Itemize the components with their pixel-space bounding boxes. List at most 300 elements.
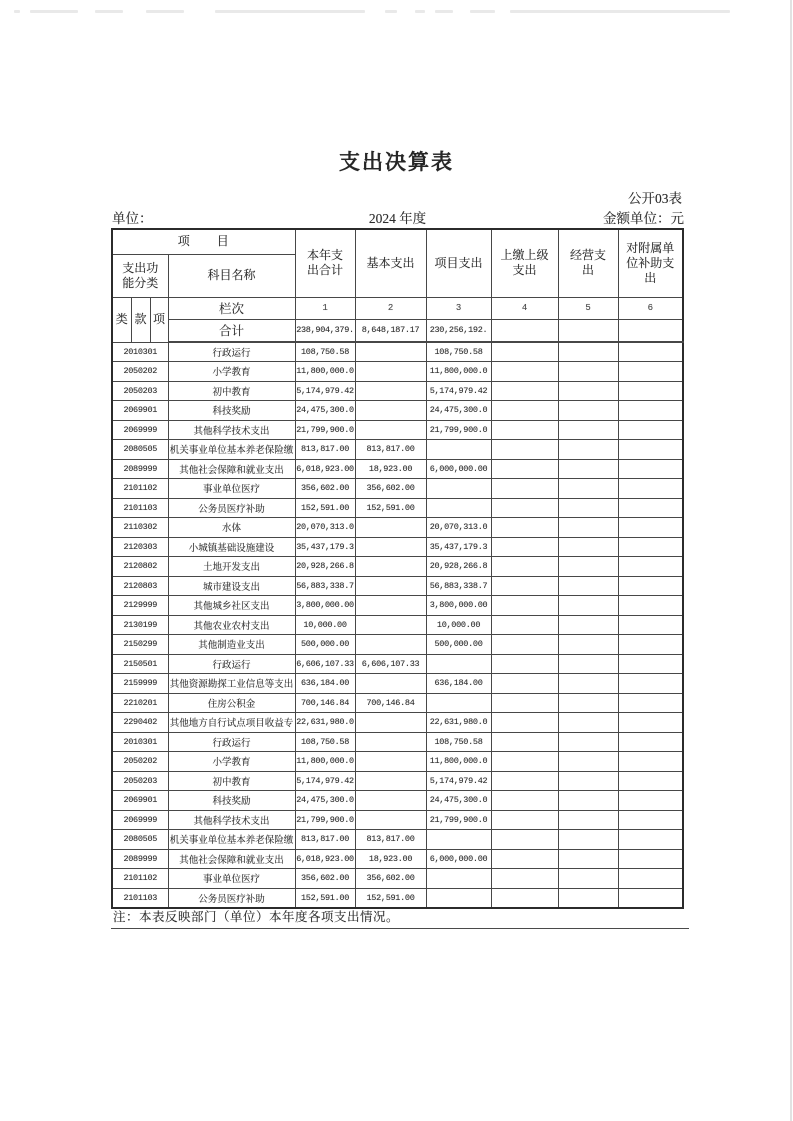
page-edge [790,0,792,1121]
total-basic: 8,648,187.17 [355,319,426,342]
row-amount-cell [558,381,618,401]
row-amount-cell [426,479,491,499]
row-subject-name: 其他农业农村支出 [168,615,295,635]
row-amount-cell: 108,750.58 [295,732,355,752]
row-subject-name: 事业单位医疗 [168,479,295,499]
row-amount-cell [491,713,558,733]
row-subject-name: 其他科学技术支出 [168,810,295,830]
row-amount-cell: 21,799,900.0 [295,810,355,830]
row-amount-cell: 3,800,000.00 [295,596,355,616]
row-amount-cell [558,479,618,499]
table-row [112,362,683,382]
row-amount-cell [355,615,426,635]
row-amount-cell [426,654,491,674]
row-amount-cell [558,596,618,616]
row-amount-cell: 813,817.00 [295,830,355,850]
row-amount-cell [558,537,618,557]
row-amount-cell: 35,437,179.3 [426,537,491,557]
row-amount-cell [491,791,558,811]
row-subject-name: 其他地方自行试点项目收益专 [168,713,295,733]
row-subject-name: 小学教育 [168,362,295,382]
row-amount-cell [558,732,618,752]
column-index: 6 [618,297,683,319]
row-amount-cell: 20,070,313.0 [295,518,355,538]
row-amount-cell [355,537,426,557]
row-amount-cell: 152,591.00 [295,498,355,518]
row-subject-name: 公务员医疗补助 [168,888,295,908]
row-amount-cell [618,654,683,674]
row-amount-cell: 700,146.84 [295,693,355,713]
row-subject-name: 科技奖励 [168,791,295,811]
row-amount-cell: 5,174,979.42 [426,381,491,401]
row-code: 2120303 [112,537,168,557]
row-amount-cell [558,615,618,635]
row-amount-cell [355,342,426,362]
row-amount-cell [491,576,558,596]
row-amount-cell [558,362,618,382]
row-amount-cell: 6,606,107.33 [355,654,426,674]
row-amount-cell: 636,184.00 [295,674,355,694]
row-amount-cell [558,420,618,440]
table-row [112,557,683,577]
row-amount-cell [491,420,558,440]
row-amount-cell: 11,800,000.0 [295,362,355,382]
row-subject-name: 其他社会保障和就业支出 [168,849,295,869]
form-code: 公开03表 [628,191,682,206]
header-col-upper-level: 上缴上级支出 [491,229,558,297]
table-row [112,654,683,674]
amount-unit-label: 金额单位：元 [603,211,684,226]
row-code: 2089999 [112,459,168,479]
header-section: 款 [131,297,150,342]
row-subject-name: 机关事业单位基本养老保险缴 [168,440,295,460]
row-amount-cell: 108,750.58 [295,342,355,362]
row-amount-cell [491,830,558,850]
table-row [112,849,683,869]
row-amount-cell [558,713,618,733]
table-row [112,752,683,772]
unit-label: 单位： [112,211,153,226]
row-amount-cell [355,362,426,382]
row-code: 2080505 [112,440,168,460]
table-row [112,810,683,830]
row-amount-cell [355,420,426,440]
row-amount-cell [491,459,558,479]
row-subject-name: 行政运行 [168,342,295,362]
table-row [112,713,683,733]
row-subject-name: 行政运行 [168,732,295,752]
row-code: 2089999 [112,849,168,869]
row-code: 2069901 [112,791,168,811]
row-amount-cell [618,342,683,362]
row-amount-cell: 56,883,338.7 [295,576,355,596]
row-subject-name: 行政运行 [168,654,295,674]
row-amount-cell [618,420,683,440]
row-amount-cell [491,381,558,401]
row-amount-cell: 356,602.00 [355,479,426,499]
table-row [112,576,683,596]
row-amount-cell [618,401,683,421]
row-amount-cell: 20,928,266.8 [295,557,355,577]
table-row [112,498,683,518]
row-amount-cell [355,576,426,596]
table-row [112,830,683,850]
row-amount-cell [618,498,683,518]
row-code: 2010301 [112,342,168,362]
row-amount-cell [491,401,558,421]
row-amount-cell: 813,817.00 [295,440,355,460]
row-amount-cell: 5,174,979.42 [295,771,355,791]
row-amount-cell: 22,631,980.0 [295,713,355,733]
page-title: 支出决算表 [339,150,454,174]
row-subject-name: 住房公积金 [168,693,295,713]
scan-artifact [146,10,184,13]
row-amount-cell [491,615,558,635]
table-row [112,518,683,538]
header-col-subsidy: 对附属单位补助支出 [618,229,683,297]
row-amount-cell: 20,070,313.0 [426,518,491,538]
row-amount-cell: 11,800,000.0 [426,362,491,382]
row-amount-cell [618,771,683,791]
row-amount-cell [491,869,558,889]
row-amount-cell [618,849,683,869]
row-amount-cell [618,791,683,811]
row-amount-cell [558,791,618,811]
column-index: 5 [558,297,618,319]
total-annual: 238,904,379. [295,319,355,342]
row-amount-cell [491,635,558,655]
table-row [112,693,683,713]
row-amount-cell [558,440,618,460]
row-amount-cell [355,401,426,421]
row-code: 2069999 [112,420,168,440]
table-row [112,440,683,460]
row-amount-cell: 3,800,000.00 [426,596,491,616]
row-code: 2130199 [112,615,168,635]
row-amount-cell [618,830,683,850]
row-amount-cell [355,732,426,752]
row-amount-cell [618,362,683,382]
row-amount-cell: 22,631,980.0 [426,713,491,733]
total-operating [558,319,618,342]
row-amount-cell [355,635,426,655]
row-amount-cell [491,518,558,538]
row-code: 2290402 [112,713,168,733]
row-amount-cell [558,830,618,850]
scan-artifact [215,10,365,13]
row-amount-cell [355,518,426,538]
row-amount-cell [558,401,618,421]
row-amount-cell [491,810,558,830]
row-amount-cell: 11,800,000.0 [426,752,491,772]
row-amount-cell: 24,475,300.0 [426,791,491,811]
row-subject-name: 科技奖励 [168,401,295,421]
row-amount-cell [618,615,683,635]
row-code: 2080505 [112,830,168,850]
row-amount-cell [426,830,491,850]
row-amount-cell [558,576,618,596]
row-subject-name: 其他社会保障和就业支出 [168,459,295,479]
row-amount-cell [491,654,558,674]
row-code: 2101102 [112,479,168,499]
column-index: 3 [426,297,491,319]
row-amount-cell [491,771,558,791]
row-code: 2050202 [112,362,168,382]
row-code: 2210201 [112,693,168,713]
row-amount-cell: 21,799,900.0 [426,420,491,440]
row-subject-name: 机关事业单位基本养老保险缴 [168,830,295,850]
row-amount-cell: 152,591.00 [355,888,426,908]
row-amount-cell [618,459,683,479]
row-subject-name: 城市建设支出 [168,576,295,596]
row-amount-cell [558,752,618,772]
footnote: 注：本表反映部门（单位）本年度各项支出情况。 [111,907,689,929]
row-amount-cell [618,732,683,752]
total-upper-level [491,319,558,342]
row-code: 2101102 [112,869,168,889]
row-amount-cell [355,713,426,733]
row-amount-cell: 5,174,979.42 [426,771,491,791]
row-amount-cell: 10,000.00 [295,615,355,635]
column-index: 2 [355,297,426,319]
row-amount-cell [558,518,618,538]
row-subject-name: 土地开发支出 [168,557,295,577]
table-row [112,771,683,791]
scan-artifact [385,10,397,13]
header-function-class: 支出功能分类 [112,254,168,297]
row-amount-cell [355,810,426,830]
column-index: 1 [295,297,355,319]
row-amount-cell [355,771,426,791]
row-amount-cell [618,557,683,577]
row-code: 2159999 [112,674,168,694]
scan-artifact [470,10,495,13]
row-amount-cell [558,869,618,889]
header-col-operating: 经营支出 [558,229,618,297]
row-code: 2050203 [112,381,168,401]
row-amount-cell: 356,602.00 [295,479,355,499]
column-index-label: 栏次 [168,297,295,319]
row-amount-cell [355,791,426,811]
table-row [112,615,683,635]
scan-artifact [415,10,425,13]
row-amount-cell: 21,799,900.0 [295,420,355,440]
row-amount-cell: 108,750.58 [426,732,491,752]
row-subject-name: 其他资源勘探工业信息等支出 [168,674,295,694]
row-subject-name: 公务员医疗补助 [168,498,295,518]
row-code: 2120803 [112,576,168,596]
row-amount-cell [355,752,426,772]
column-index: 4 [491,297,558,319]
row-amount-cell [355,674,426,694]
table-body [112,342,683,908]
row-subject-name: 初中教育 [168,771,295,791]
row-amount-cell: 5,174,979.42 [295,381,355,401]
row-amount-cell [491,479,558,499]
header-class: 类 [112,297,131,342]
total-subsidy [618,319,683,342]
row-amount-cell [491,752,558,772]
row-code: 2120802 [112,557,168,577]
row-amount-cell [618,596,683,616]
expenditure-table [111,228,684,909]
row-amount-cell [618,537,683,557]
row-amount-cell [491,362,558,382]
row-amount-cell [618,810,683,830]
row-amount-cell [491,537,558,557]
row-amount-cell: 10,000.00 [426,615,491,635]
table-row [112,537,683,557]
row-amount-cell: 20,928,266.8 [426,557,491,577]
row-amount-cell [491,674,558,694]
row-amount-cell: 813,817.00 [355,830,426,850]
row-amount-cell [618,693,683,713]
header-item: 项 [150,297,168,342]
row-amount-cell: 356,602.00 [295,869,355,889]
row-amount-cell [558,459,618,479]
row-subject-name: 其他城乡社区支出 [168,596,295,616]
row-amount-cell: 813,817.00 [355,440,426,460]
table-row [112,869,683,889]
row-amount-cell: 356,602.00 [355,869,426,889]
row-amount-cell [426,888,491,908]
row-amount-cell [558,635,618,655]
scan-artifact [95,10,123,13]
table-row [112,342,683,362]
header-project: 项 目 [112,229,295,254]
row-amount-cell: 21,799,900.0 [426,810,491,830]
row-amount-cell [491,557,558,577]
row-amount-cell [618,869,683,889]
row-amount-cell: 11,800,000.0 [295,752,355,772]
row-code: 2129999 [112,596,168,616]
row-amount-cell [491,693,558,713]
row-subject-name: 其他制造业支出 [168,635,295,655]
row-amount-cell [355,381,426,401]
row-amount-cell [618,635,683,655]
table-row [112,888,683,908]
row-code: 2069999 [112,810,168,830]
row-amount-cell: 700,146.84 [355,693,426,713]
row-code: 2050203 [112,771,168,791]
row-code: 2101103 [112,888,168,908]
row-amount-cell: 6,606,107.33 [295,654,355,674]
row-amount-cell [426,693,491,713]
table-row [112,791,683,811]
row-amount-cell [491,342,558,362]
row-amount-cell [618,713,683,733]
meta-row [111,207,684,227]
row-amount-cell [558,342,618,362]
scan-artifact [510,10,730,13]
row-amount-cell: 24,475,300.0 [426,401,491,421]
row-amount-cell [558,693,618,713]
row-amount-cell [426,498,491,518]
header-subject-name: 科目名称 [168,254,295,297]
total-row-label: 合计 [168,319,295,342]
row-amount-cell: 6,018,923.00 [295,459,355,479]
row-amount-cell: 6,000,000.00 [426,459,491,479]
row-amount-cell [558,810,618,830]
total-project: 230,256,192. [426,319,491,342]
scan-artifact [30,10,78,13]
row-amount-cell [558,557,618,577]
row-amount-cell [618,752,683,772]
row-code: 2150299 [112,635,168,655]
row-amount-cell: 18,923.00 [355,849,426,869]
row-code: 2150501 [112,654,168,674]
table-row [112,401,683,421]
row-amount-cell [558,888,618,908]
row-amount-cell: 636,184.00 [426,674,491,694]
table-row [112,479,683,499]
row-subject-name: 小学教育 [168,752,295,772]
table-row [112,635,683,655]
row-code: 2069901 [112,401,168,421]
row-amount-cell: 18,923.00 [355,459,426,479]
row-amount-cell [491,498,558,518]
row-code: 2110302 [112,518,168,538]
row-amount-cell [426,869,491,889]
row-amount-cell: 500,000.00 [295,635,355,655]
table-row [112,381,683,401]
row-amount-cell: 152,591.00 [355,498,426,518]
scan-artifact [14,10,20,13]
row-amount-cell [491,888,558,908]
row-amount-cell: 35,437,179.3 [295,537,355,557]
row-amount-cell: 56,883,338.7 [426,576,491,596]
row-amount-cell [426,440,491,460]
row-code: 2010301 [112,732,168,752]
row-amount-cell [618,674,683,694]
row-amount-cell [558,674,618,694]
header-col-annual-total: 本年支出合计 [295,229,355,297]
row-amount-cell: 24,475,300.0 [295,401,355,421]
row-subject-name: 初中教育 [168,381,295,401]
row-amount-cell [491,596,558,616]
fiscal-year: 2024 年度 [368,211,427,226]
table-row [112,596,683,616]
row-amount-cell [491,732,558,752]
row-amount-cell [491,849,558,869]
row-subject-name: 其他科学技术支出 [168,420,295,440]
row-amount-cell [558,849,618,869]
header-col-project: 项目支出 [426,229,491,297]
row-amount-cell: 108,750.58 [426,342,491,362]
row-amount-cell [618,440,683,460]
row-amount-cell: 24,475,300.0 [295,791,355,811]
row-code: 2050202 [112,752,168,772]
header-col-basic: 基本支出 [355,229,426,297]
table-row [112,674,683,694]
table-row [112,459,683,479]
row-amount-cell [618,888,683,908]
row-amount-cell [355,557,426,577]
row-subject-name: 小城镇基础设施建设 [168,537,295,557]
row-amount-cell [618,576,683,596]
row-amount-cell [558,771,618,791]
row-amount-cell [558,654,618,674]
row-amount-cell [618,381,683,401]
row-amount-cell: 6,018,923.00 [295,849,355,869]
row-amount-cell: 152,591.00 [295,888,355,908]
row-subject-name: 事业单位医疗 [168,869,295,889]
row-code: 2101103 [112,498,168,518]
table-row [112,732,683,752]
row-amount-cell [355,596,426,616]
row-amount-cell: 6,000,000.00 [426,849,491,869]
scan-artifact [435,10,453,13]
